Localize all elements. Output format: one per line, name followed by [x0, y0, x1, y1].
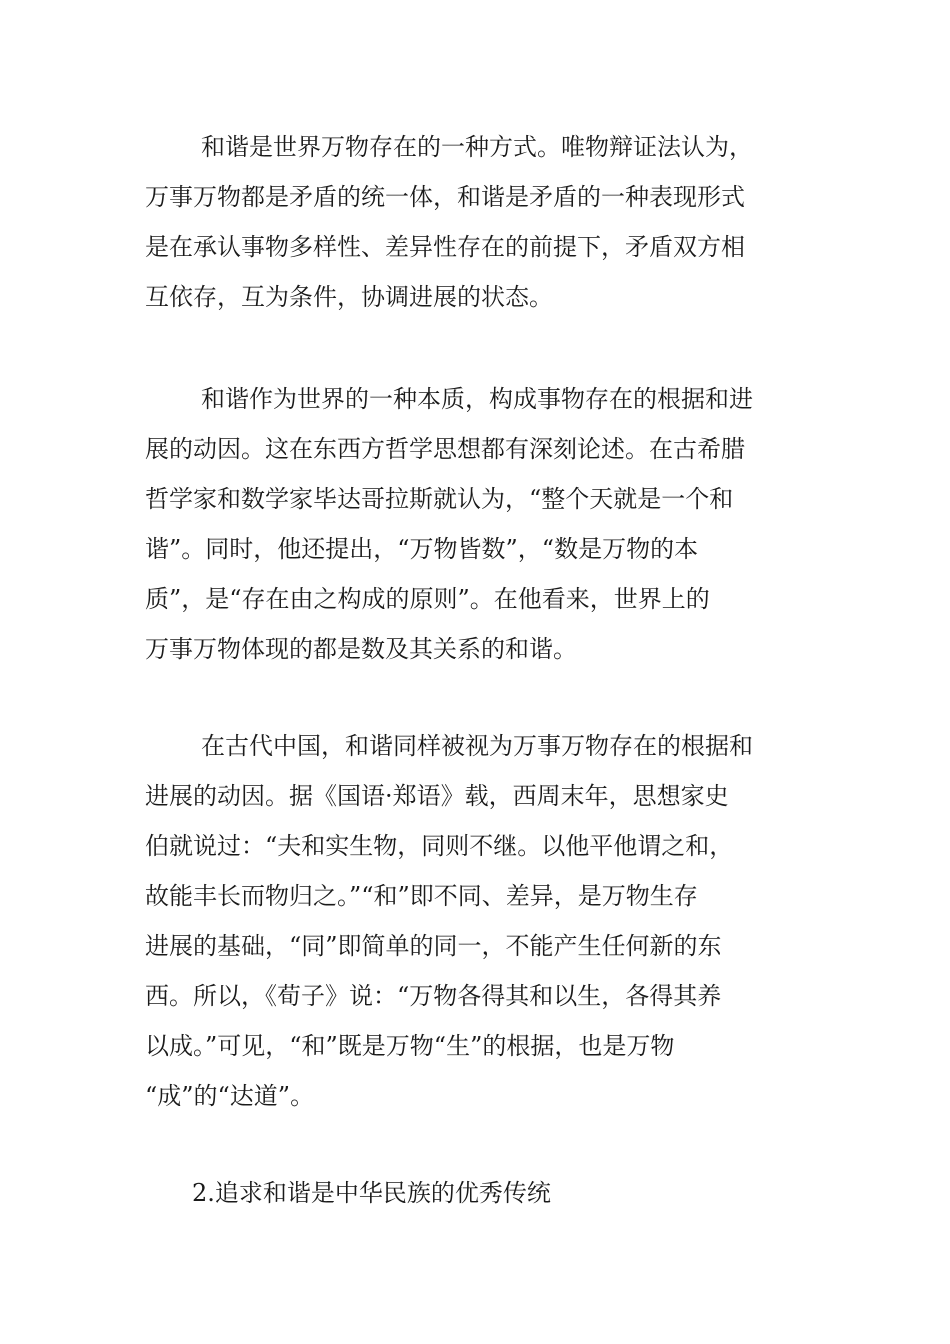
paragraph-line: 是在承认事物多样性、差异性存在的前提下，矛盾双方相 — [145, 233, 745, 261]
paragraph-line: 进展的动因。据《国语·郑语》载，西周末年，思想家史 — [145, 782, 729, 810]
section-heading: 2.追求和谐是中华民族的优秀传统 — [192, 1179, 551, 1207]
paragraph-line: 西。所以，《荀子》说：“万物各得其和以生，各得其养 — [145, 982, 722, 1010]
paragraph-line: 万事万物体现的都是数及其关系的和谐。 — [145, 635, 577, 663]
paragraph-harmony-existence — [145, 122, 815, 322]
paragraph-line: 伯就说过：“夫和实生物，同则不继。以他平他谓之和， — [145, 832, 734, 860]
paragraph-line: 哲学家和数学家毕达哥拉斯就认为，“整个天就是一个和 — [145, 485, 734, 513]
paragraph-ancient-china — [145, 721, 815, 1121]
paragraph-line: 展的动因。这在东西方哲学思想都有深刻论述。在古希腊 — [145, 435, 745, 463]
paragraph-line: 谐”。同时，他还提出，“万物皆数”，“数是万物的本 — [145, 535, 699, 563]
paragraph-line: 和谐是世界万物存在的一种方式。唯物辩证法认为， — [201, 133, 753, 161]
paragraph-line: 以成。”可见，“和”既是万物“生”的根据，也是万物 — [145, 1032, 675, 1060]
paragraph-line: 万事万物都是矛盾的统一体，和谐是矛盾的一种表现形式 — [145, 183, 745, 211]
paragraph-line: “成”的“达道”。 — [145, 1082, 315, 1110]
paragraph-line: 在古代中国，和谐同样被视为万事万物存在的根据和 — [201, 732, 753, 760]
paragraph-line: 进展的基础，“同”即简单的同一，不能产生任何新的东 — [145, 932, 722, 960]
paragraph-harmony-essence — [145, 374, 815, 674]
paragraph-line: 和谐作为世界的一种本质，构成事物存在的根据和进 — [201, 385, 753, 413]
paragraph-line: 故能丰长而物归之。”“和”即不同、差异，是万物生存 — [145, 882, 698, 910]
paragraph-line: 质”，是“存在由之构成的原则”。在他看来，世界上的 — [145, 585, 710, 613]
paragraph-line: 互依存，互为条件，协调进展的状态。 — [145, 283, 553, 311]
